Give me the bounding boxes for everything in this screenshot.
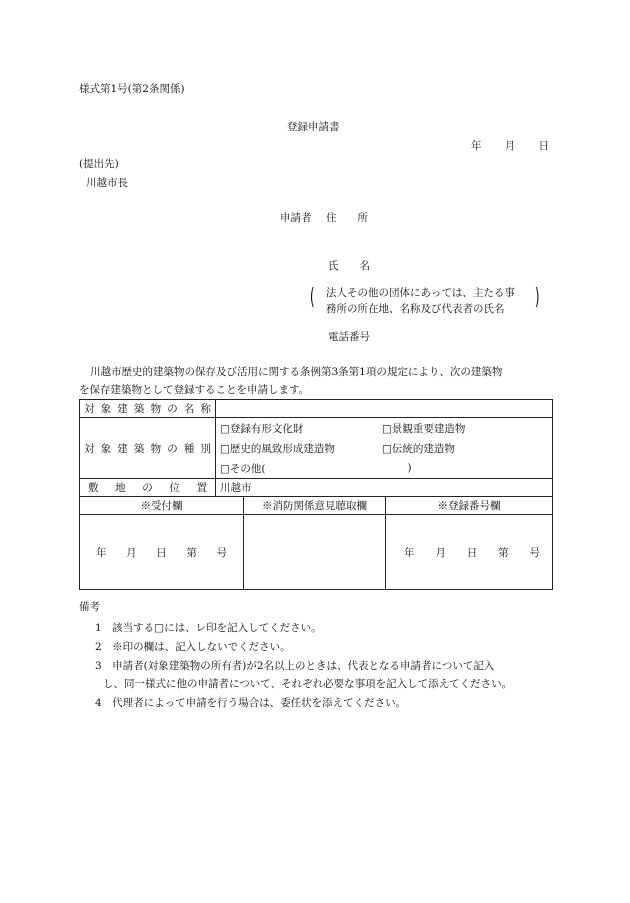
notes-label: 備考 (79, 601, 100, 613)
building-type-options (216, 418, 553, 479)
corp-note-line2: 務所の所在地、名称及び代表者の氏名 (326, 303, 505, 315)
office-body-row (80, 515, 553, 590)
option-other-close: ) (407, 462, 412, 474)
registration-no-prefix: 第 (498, 546, 509, 559)
corp-note-line1: 法人その他の団体にあっては、主たる事 (326, 287, 515, 299)
office-header-row (80, 497, 553, 515)
note-item-4: 4 代理者によって申請を行う場合は、委任状を添えてください。 (95, 697, 407, 709)
fire-dept-cell (244, 515, 386, 590)
corp-note (326, 285, 515, 317)
reception-year: 年 (96, 546, 107, 559)
location-label: 敷地の位置 (80, 479, 216, 497)
registration-year: 年 (404, 546, 415, 559)
registration-number-cell (386, 515, 553, 590)
recipient: 川越市長 (86, 177, 128, 189)
reception-month: 月 (126, 546, 137, 559)
reception-no-suffix: 号 (216, 546, 227, 559)
reception-day: 日 (156, 546, 167, 559)
option-registered-tangible-property[interactable]: □登録有形文化財 (220, 422, 304, 435)
building-name-row (80, 400, 553, 418)
building-type-label: 対象建築物の種別 (80, 418, 216, 479)
body-text-line2: を保存建築物として登録することを申請します。 (79, 384, 310, 396)
document-title: 登録申請書 (287, 121, 340, 133)
note-item-1: 1 該当する□には、レ印を記入してください。 (95, 622, 322, 634)
registration-number-header: ※登録番号欄 (386, 497, 553, 515)
submit-to-label: (提出先) (79, 158, 119, 170)
option-other[interactable]: □その他( (220, 462, 266, 475)
right-paren-icon: ) (534, 285, 540, 310)
note-item-3: 3 申請者(対象建築物の所有者)が2名以上のときは、代表となる申請者について記入 (95, 660, 495, 672)
reception-date (84, 545, 239, 560)
note-item-3-cont: し、同一様式に他の申請者について、それぞれ必要な事項を記入して添えてください。 (103, 678, 513, 690)
body-text-line1: 川越市歴史的建築物の保存及び活用に関する条例第3条第1項の規定により、次の建築物 (90, 366, 503, 378)
building-type-row (80, 418, 553, 479)
option-landscape-important-building[interactable]: □景観重要建造物 (382, 422, 466, 435)
registration-date (390, 545, 548, 560)
date-line (471, 138, 549, 153)
location-value[interactable]: 川越市 (216, 479, 553, 497)
reception-no-prefix: 第 (186, 546, 197, 559)
location-row (80, 479, 553, 497)
option-traditional-building[interactable]: □伝統的建造物 (382, 442, 455, 455)
fire-dept-header: ※消防関係意見聴取欄 (244, 497, 386, 515)
note-item-2: 2 ※印の欄は、記入しないでください。 (95, 641, 291, 653)
registration-day: 日 (466, 546, 478, 559)
phone-label: 電話番号 (328, 331, 370, 343)
application-table (79, 399, 553, 590)
building-name-field[interactable] (216, 400, 553, 418)
form-number: 様式第1号(第2条関係) (79, 83, 185, 95)
applicant-label: 申請者 (280, 212, 312, 224)
date-year: 年 (471, 140, 482, 152)
left-paren-icon: ( (309, 285, 315, 310)
building-name-label: 対象建築物の名称 (80, 400, 216, 418)
registration-month: 月 (435, 546, 446, 559)
name-label: 氏 名 (328, 260, 370, 272)
reception-cell (80, 515, 244, 590)
date-month: 月 (504, 140, 516, 152)
reception-header: ※受付欄 (80, 497, 244, 515)
date-day: 日 (538, 140, 549, 152)
option-historic-landscape-building[interactable]: □歴史的風致形成建造物 (220, 442, 335, 455)
address-label: 住 所 (326, 212, 368, 224)
registration-no-suffix: 号 (529, 546, 540, 559)
